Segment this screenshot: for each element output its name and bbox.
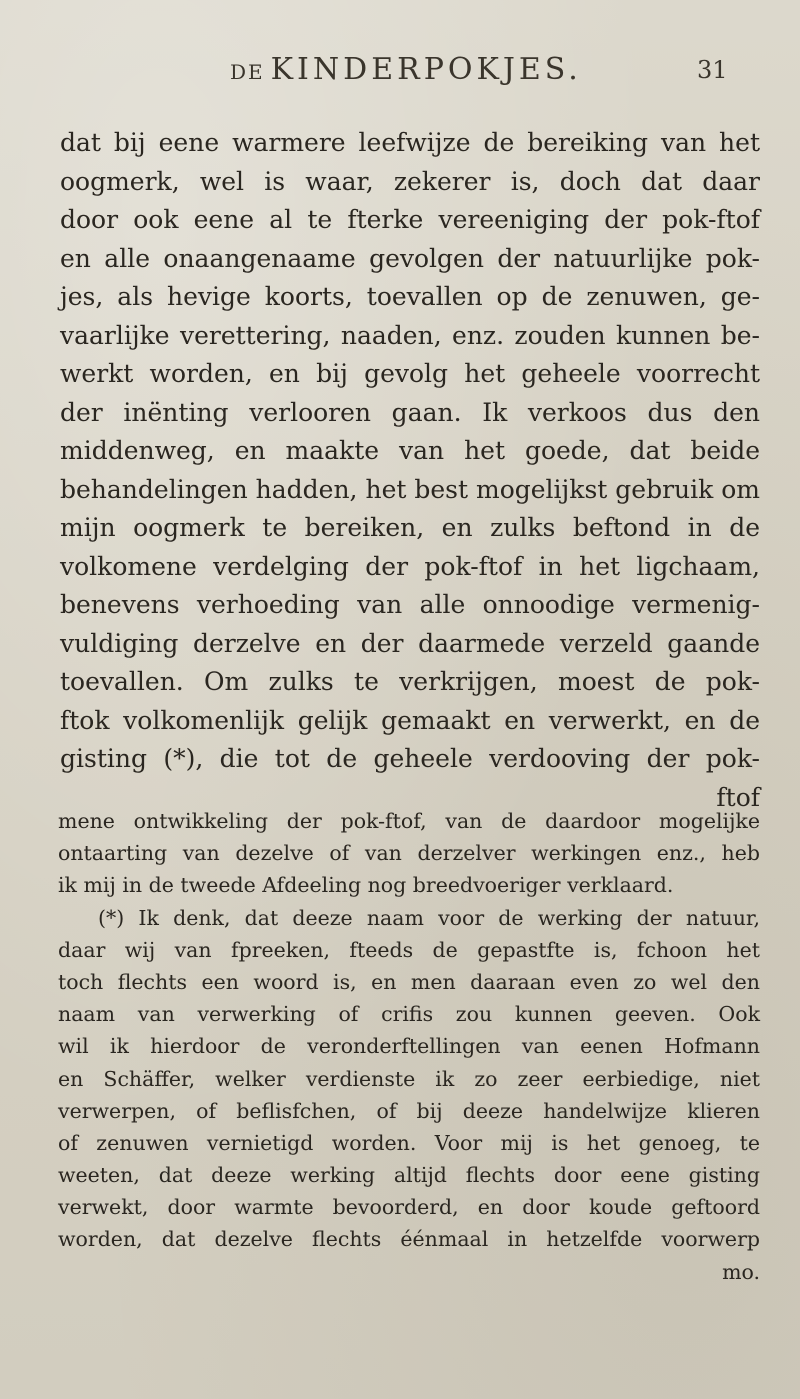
running-head-title: KINDERPOKJES. [270,52,582,87]
footnote-line: wil ik hierdoor de veronderftellingen van eenen Hofmann [58,1034,760,1059]
text-line: der inënting verlooren gaan. Ik verkoos dus den [60,397,760,427]
footnote-line: verwerpen, of beflisfchen, of bij deeze handelwijze klieren [58,1098,760,1123]
text-line: benevens verhoeding van alle onnoodige vermenig- [60,590,760,619]
footnote-line: mene ontwikkeling der pok-ftof, van de daardoor mogelijke [58,809,760,833]
footnote-line: weeten, dat deeze werking altijd flechts door eene gisting [58,1163,760,1188]
text-line: werkt worden, en bij gevolg het geheele voorrecht [60,359,760,388]
text-line: gisting (*), die tot de geheele verdooving der pok- [60,744,760,773]
text-line: middenweg, en maakte van het goede, dat beide [60,436,760,465]
text-line: mijn oogmerk te bereiken, en zulks beftond in de [60,513,760,542]
text-line: oogmerk, wel is waar, zekerer is, doch dat daar [60,166,760,196]
footnote-line: toch flechts een woord is, en men daaraan even zo wel den [58,969,760,994]
text-line: behandelingen hadden, het best mogelijkst gebruik om [60,474,760,504]
footnote-line: en Schäffer, welker verdienste ik zo zeer eerbiedige, niet [58,1066,760,1091]
text-line: jes, als hevige koorts, toevallen op de zenuwen, ge- [60,282,760,311]
text-line: toevallen. Om zulks te verkrijgen, moest de pok- [60,667,760,696]
footnote-line: ik mij in de tweede Afdeeling nog breedvoeriger verklaard. [58,873,674,898]
text-line: en alle onaangenaame gevolgen der natuurlijke pok- [60,243,760,273]
footnotes [58,805,760,1288]
footnote-line: naam van verwerking of crifis zou kunnen geeven. Ook [58,1002,760,1027]
text-line: vaarlijke verettering, naaden, enz. zouden kunnen be- [60,320,760,350]
footnote-line: ontaarting van dezelve of van derzelver werkingen enz., heb [58,841,760,866]
footnote-catchword: mo. [722,1259,760,1284]
footnote-line: verwekt, door warmte bevoorderd, en door koude geftoord [58,1195,760,1220]
text-line: ftok volkomenlijk gelijk gemaakt en verwerkt, en de [60,705,760,735]
footnote-line: (*) Ik denk, dat deeze naam voor de werking der natuur, [98,905,760,930]
page-number: 31 [697,56,728,84]
main-text [60,124,760,817]
page-header [0,52,800,96]
running-head [230,52,582,87]
catchword: ftof [716,782,760,812]
text-line: volkomene verdelging der pok-ftof in het ligchaam, [60,551,760,581]
running-head-prefix: DE [230,60,265,84]
text-line: vuldiging derzelve en der daarmede verzeld gaande [60,628,760,658]
footnote-line: worden, dat dezelve flechts éénmaal in hetzelfde voorwerp [58,1227,760,1252]
text-line: dat bij eene warmere leefwijze de bereiking van het [60,128,760,157]
footnote-line: daar wij van fpreeken, fteeds de gepastfte is, fchoon het [58,937,760,962]
text-line: door ook eene al te fterke vereeniging der pok-ftof [60,205,760,234]
footnote-line: of zenuwen vernietigd worden. Voor mij is het genoeg, te [58,1130,760,1155]
